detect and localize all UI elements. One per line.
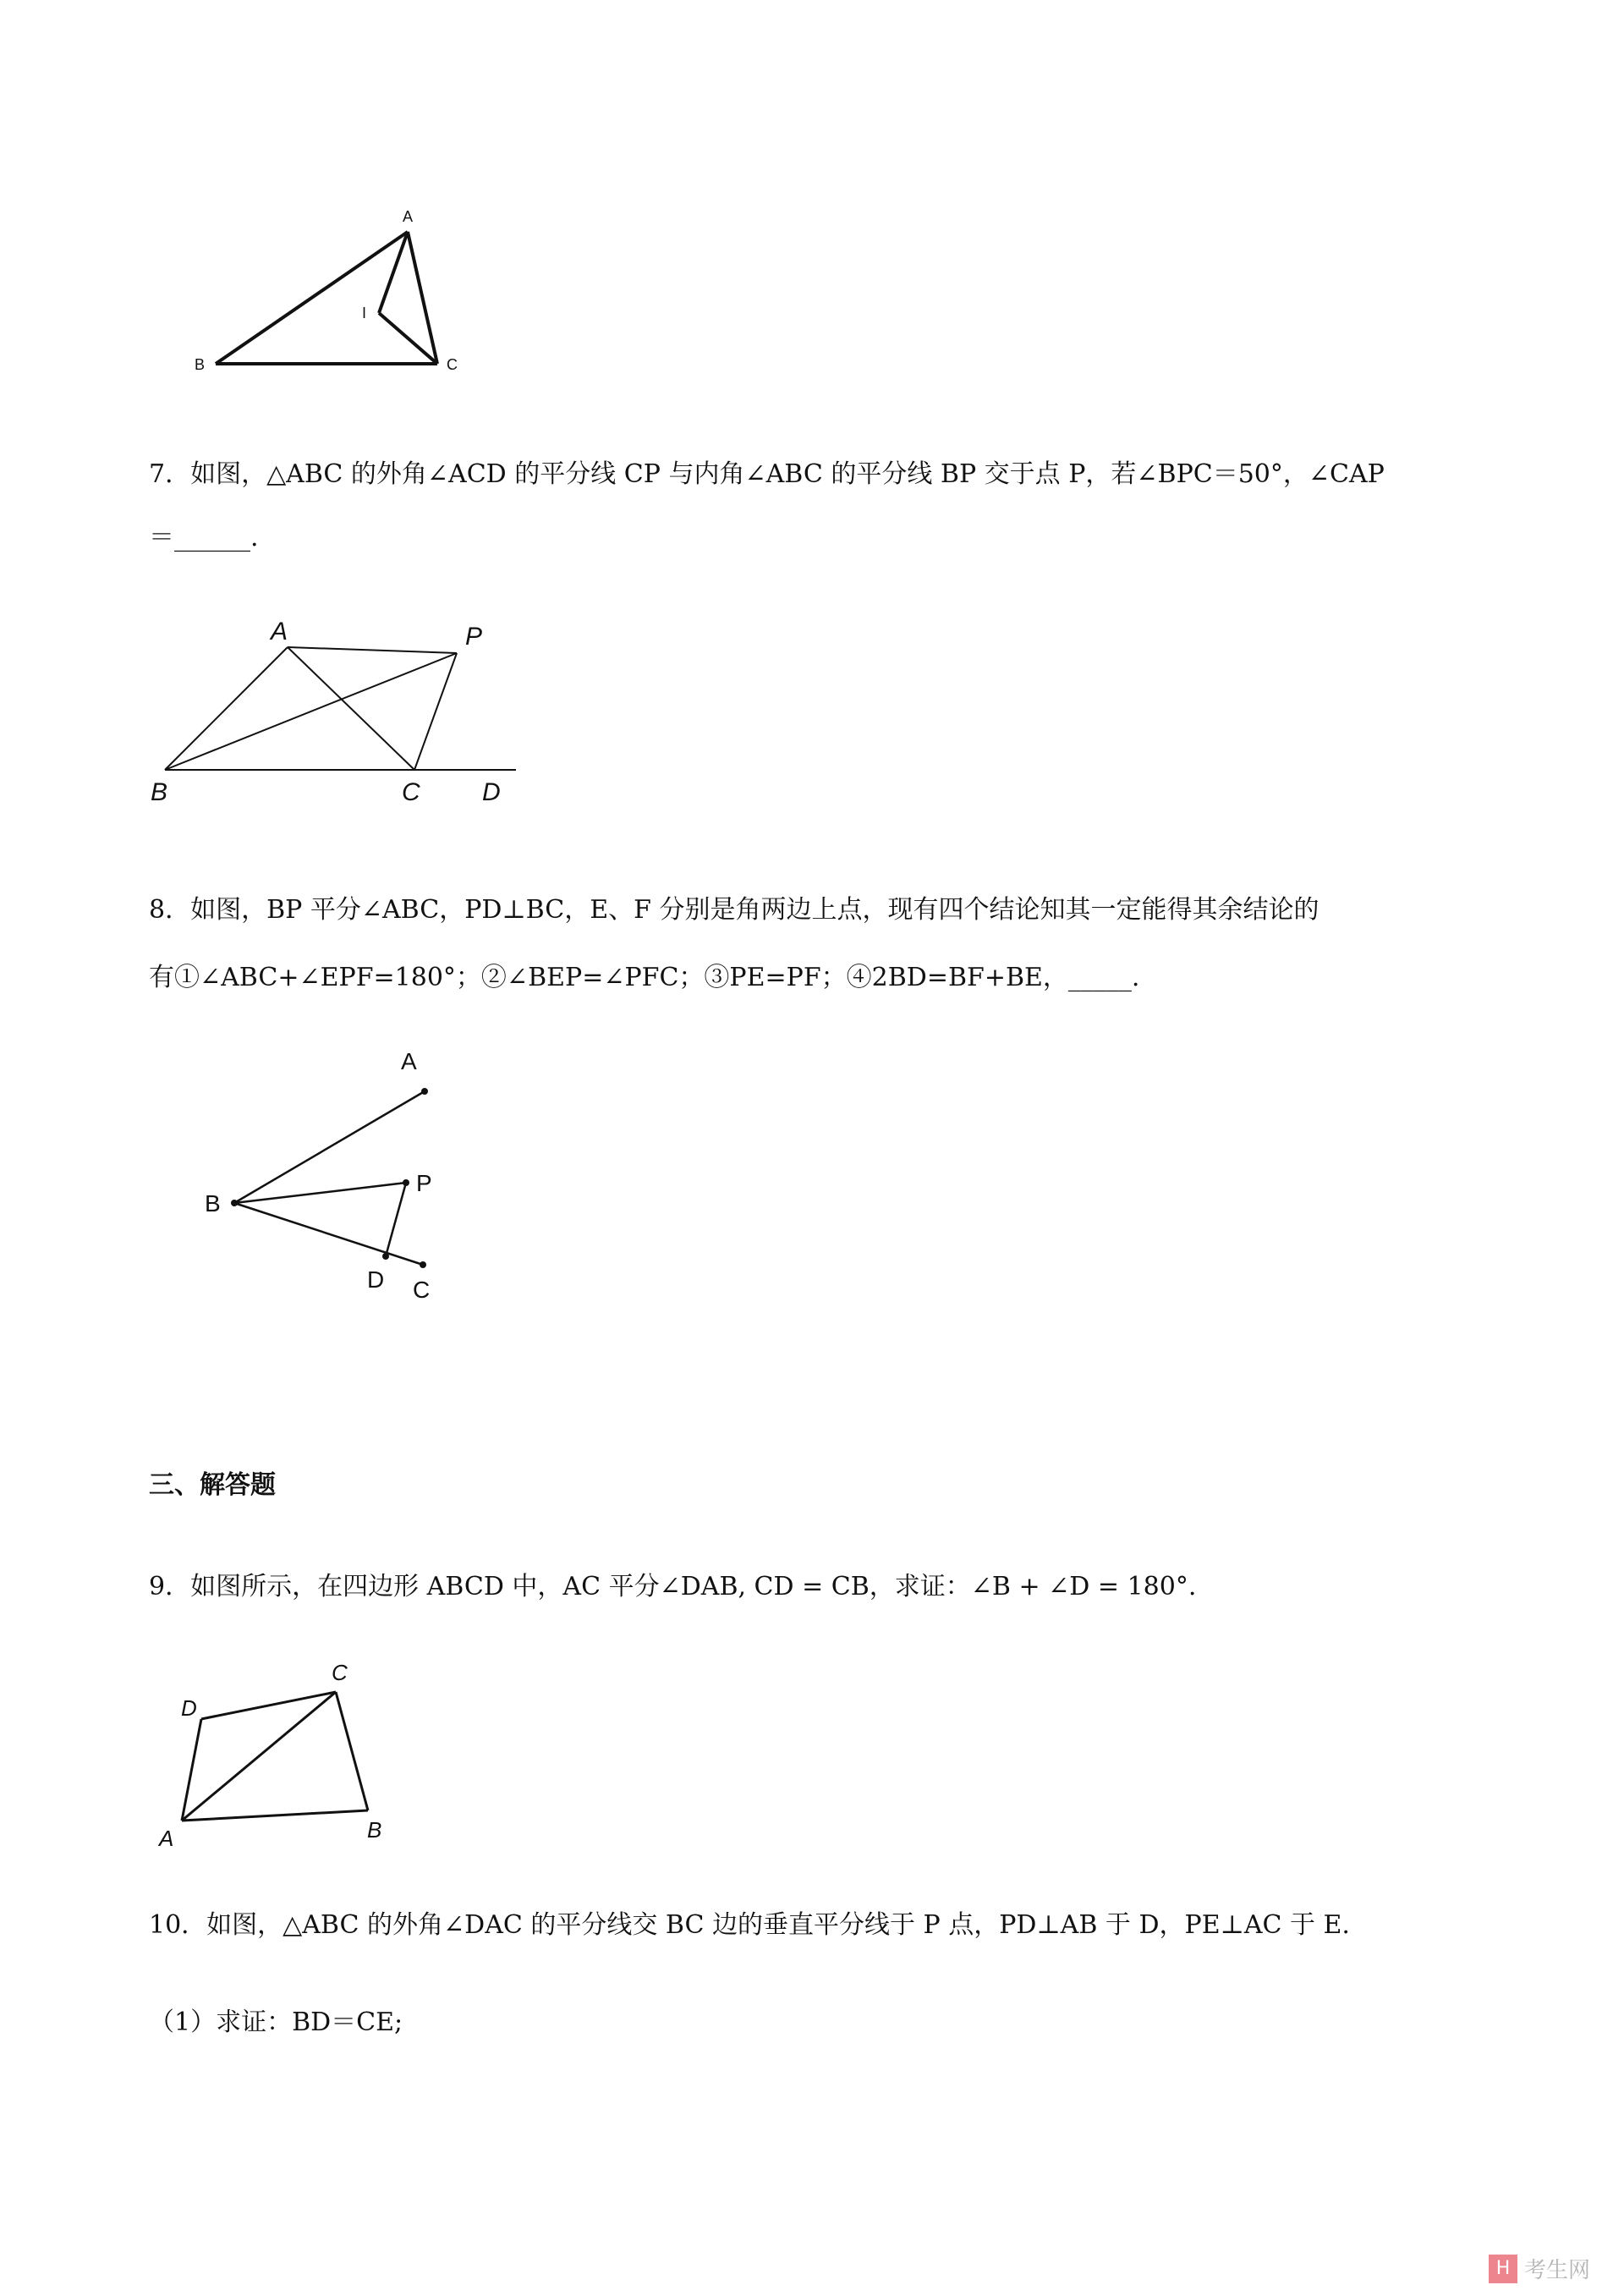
question-7-line-1: 7．如图，△ABC 的外角∠ACD 的平分线 CP 与内角∠ABC 的平分线 BP 交于点 P，若∠BPC＝50°，∠CAP [149, 459, 1385, 489]
question-10-part-1: （1）求证：BD＝CE; [149, 2008, 403, 2037]
section-heading: 三、解答题 [149, 1470, 276, 1500]
segment-bp [234, 1183, 406, 1203]
figure-q8 [195, 1041, 465, 1311]
question-10: 10．如图，△ABC 的外角∠DAC 的平分线交 BC 边的垂直平分线于 P 点，PD⊥AB 于 D，PE⊥AC 于 E. [149, 1910, 1350, 1940]
watermark-logo-icon: H [1489, 2255, 1517, 2283]
point-a [421, 1088, 428, 1095]
figure-triangle-abc-i [186, 203, 474, 389]
point-c [420, 1261, 426, 1268]
figure-q9 [152, 1658, 406, 1853]
label-i: I [362, 305, 367, 321]
segment-pc [414, 653, 457, 770]
label-d: D [181, 1695, 197, 1721]
point-b [231, 1200, 238, 1206]
label-p: P [465, 623, 483, 651]
segment-pd [386, 1183, 406, 1256]
label-a: A [159, 1826, 174, 1851]
label-b: B [195, 356, 206, 373]
label-b: B [151, 778, 168, 806]
segment-ap [288, 647, 457, 653]
segment-ac [182, 1692, 336, 1821]
question-8-line-2: 有①∠ABC+∠EPF=180°；②∠BEP=∠PFC；③PE=PF；④2BD=BF+BE，_____. [149, 963, 1140, 992]
label-c: C [413, 1277, 431, 1303]
label-b: B [205, 1190, 221, 1217]
label-a: A [271, 618, 288, 645]
segment-ac [288, 647, 414, 770]
segment-ba [216, 232, 408, 364]
label-p: P [416, 1170, 432, 1196]
ray-bc [234, 1203, 423, 1265]
segment-cb [336, 1692, 368, 1810]
label-c: C [402, 778, 420, 806]
watermark-text: 考生网 [1523, 2258, 1590, 2283]
label-a: A [401, 1048, 417, 1074]
figure-q7 [144, 609, 533, 812]
ray-ba [234, 1091, 425, 1203]
label-b: B [367, 1817, 382, 1843]
point-d [382, 1253, 389, 1260]
segment-dc [201, 1692, 336, 1719]
segment-ba [165, 647, 288, 770]
label-c: C [332, 1660, 348, 1685]
label-d: D [367, 1266, 385, 1293]
point-p [403, 1179, 409, 1186]
segment-ab [182, 1810, 368, 1821]
label-a: A [403, 208, 414, 225]
question-7-line-2: ＝______. [149, 523, 259, 552]
label-c: C [447, 356, 458, 373]
watermark [1489, 2253, 1590, 2284]
question-8-line-1: 8．如图，BP 平分∠ABC，PD⊥BC，E、F 分别是角两边上点，现有四个结论知其一定能得其余结论的 [149, 895, 1320, 925]
segment-ai [379, 232, 408, 313]
question-9: 9．如图所示，在四边形 ABCD 中，AC 平分∠DAB, CD = CB，求证：∠B + ∠D = 180°. [149, 1572, 1197, 1601]
label-d: D [482, 778, 501, 806]
